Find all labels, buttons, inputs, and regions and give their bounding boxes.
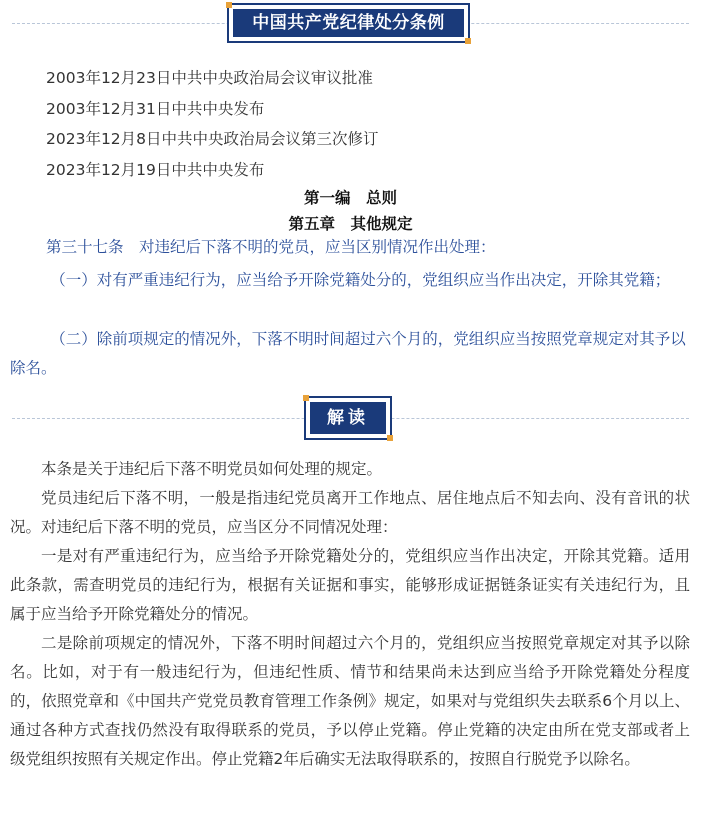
page-title: 中国共产党纪律处分条例 [233, 9, 464, 37]
paragraph: 二是除前项规定的情况外，下落不明时间超过六个月的，党组织应当按照党章规定对其予以除名。比如，对于有一般违纪行为，但违纪性质、情节和结果尚未达到应当给予开除党籍处分程度的，依照党章和《中国共产党党员教育管理工作条例》规定，如果对与党组织失去联系6个月以上、通过各种方式查找仍然没有取得联系的党员，予以停止党籍。停止党籍的决定由所在党支部或者上级党组织按照有关规定作出。停止党籍2年后确实无法取得联系的，按照自行脱党予以除名。 [10, 634, 690, 768]
corner-decoration [226, 2, 232, 8]
article-intro: 第三十七条 对违纪后下落不明的党员，应当区别情况作出处理： [46, 238, 496, 256]
chapter-heading: 第五章 其他规定 [288, 215, 413, 233]
interpretation-heading: 解读 [310, 402, 386, 434]
corner-decoration [387, 435, 393, 441]
part-heading: 第一编 总则 [303, 189, 397, 207]
article-item: （一）对有严重违纪行为，应当给予开除党籍处分的，党组织应当作出决定，开除其党籍； [50, 271, 671, 289]
paragraph: 本条是关于违纪后下落不明党员如何处理的规定。 [41, 460, 383, 478]
corner-decoration [465, 38, 471, 44]
title-box [227, 3, 470, 43]
article-item: （二）除前项规定的情况外，下落不明时间超过六个月的，党组织应当按照党章规定对其予以除名。 [10, 330, 686, 377]
corner-decoration [303, 395, 309, 401]
paragraph: 一是对有严重违纪行为，应当给予开除党籍处分的，党组织应当作出决定，开除其党籍。适用此条款，需查明党员的违纪行为，根据有关证据和事实，能够形成证据链条证实有关违纪行为，且属于应当给予开除党籍处分的情况。 [10, 547, 690, 623]
meta-line: 2003年12月23日中共中央政治局会议审议批准 [46, 69, 373, 87]
interpretation-box [304, 396, 392, 440]
meta-line: 2023年12月8日中共中央政治局会议第三次修订 [46, 130, 379, 148]
paragraph: 党员违纪后下落不明，一般是指违纪党员离开工作地点、居住地点后不知去向、没有音讯的状况。对违纪后下落不明的党员，应当区分不同情况处理： [10, 489, 690, 536]
interpretation-body [10, 455, 690, 774]
meta-line: 2003年12月31日中共中央发布 [46, 100, 265, 118]
meta-line: 2023年12月19日中共中央发布 [46, 161, 265, 179]
